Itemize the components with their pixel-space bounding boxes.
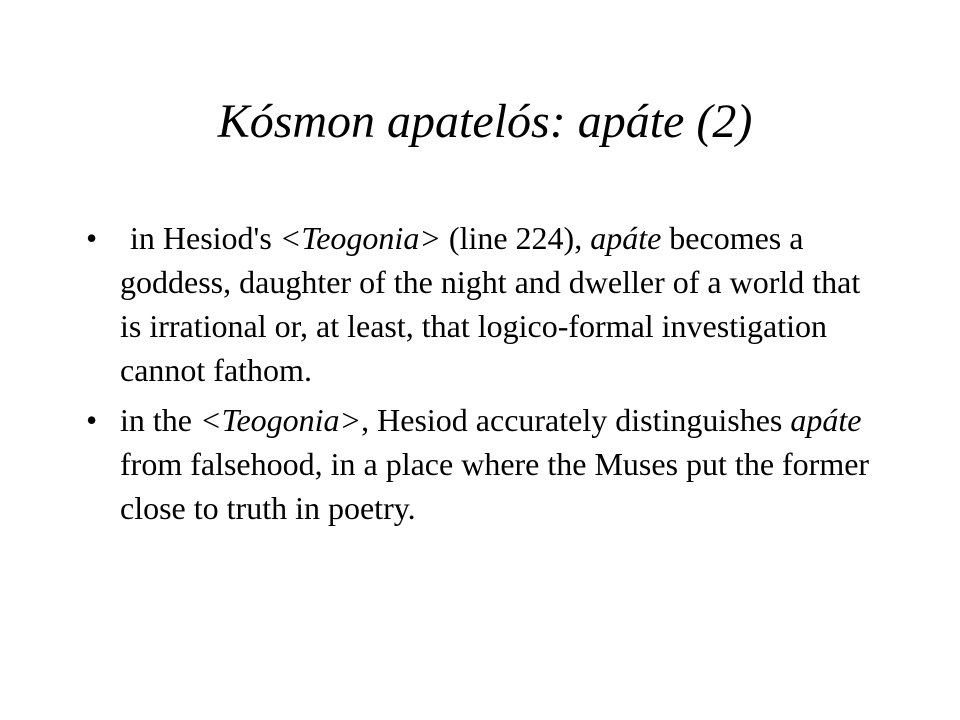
bullet-item <box>80 398 880 530</box>
term: apáte <box>590 220 662 256</box>
text-run: , Hesiod accurately distinguishes <box>361 402 791 438</box>
text-run: in the <box>120 402 200 438</box>
text-run: from falsehood, in a place where the Muses put the former close to truth in poetry. <box>120 446 870 526</box>
text-run: becomes a goddess, daughter of the night and dweller of a world that is irrational or, at least, that logico-formal investigation cannot fathom. <box>120 220 861 388</box>
slide-title: Kósmon apatelós: apáte (2) <box>217 95 753 148</box>
text-run: in Hesiod's <box>130 220 280 256</box>
bullet-text <box>120 398 880 530</box>
work-title: <Teogonia> <box>199 402 362 438</box>
bullet-icon: • <box>86 402 98 438</box>
bullet-item <box>80 216 880 392</box>
text-run: (line 224), <box>440 220 591 256</box>
bullet-text <box>120 216 880 392</box>
bullet-icon: • <box>86 220 98 256</box>
work-title: <Teogonia> <box>279 220 441 256</box>
bullet-list <box>80 216 880 536</box>
term: apáte <box>790 402 862 438</box>
